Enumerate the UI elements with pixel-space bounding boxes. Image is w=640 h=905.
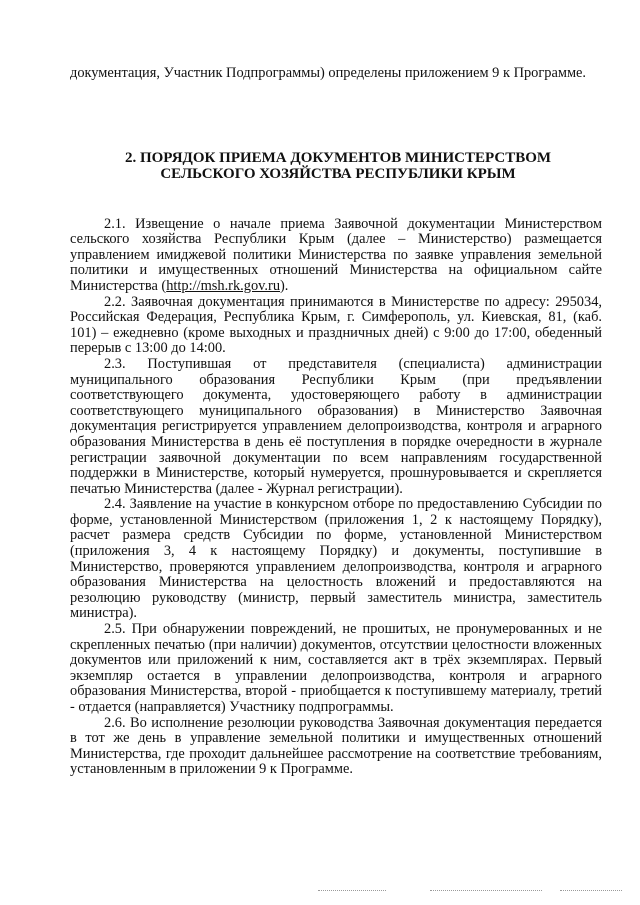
section-heading [70, 150, 602, 183]
document-page [70, 66, 602, 778]
paragraph-2-6: 2.6. Во исполнение резолюции руководства Заявочная документация передается в тот же день в управление земельной политики и имущественных отношений Министерства, где проходит дальнейшее рассмотрение на соответствие требованиям, установленным в приложении 9 к Программе. [70, 714, 602, 778]
paragraph-2-4: 2.4. Заявление на участие в конкурсном отборе по предоставлению Субсидии по форме, установленной Министерством (приложения 1, 2 к настоящему Порядку), расчет размера средств Субсидии по форме, установленной Министерством (приложения 3, 4 к настоящему Порядку) и документы, поступившие в Министерство, проверяются управлением делопроизводства, контроля и аграрного образования Министерства на целостность вложений и предоставляются на резолюцию руководству (министр, первый заместитель министра, заместитель министра). [70, 496, 602, 622]
footer-dotted-rule [430, 890, 542, 891]
intro-paragraph: документация, Участник Подпрограммы) определены приложением 9 к Программе. [70, 65, 587, 81]
paragraph-2-5: 2.5. При обнаружении повреждений, не прошитых, не пронумерованных и не скрепленных печатью (при наличии) документов, отсутствии целостности вложенных документов или приложений к ним, составляется акт в трёх экземплярах. Первый экземпляр остается в управлении делопроизводства, контроля и аграрного образования Министерства, второй - приобщается к поступившему материалу, третий - отдается (направляется) Участнику подпрограммы. [70, 621, 602, 715]
section-heading-line-2: СЕЛЬСКОГО ХОЗЯЙСТВА РЕСПУБЛИКИ КРЫМ [160, 166, 516, 183]
paragraph-2-1-end: ). [280, 277, 289, 294]
paragraph-2-1-text: 2.1. Извещение о начале приема Заявочной документации Министерством сельского хозяйства Республики Крым (далее – Министерство) размещается управлением имиджевой политики Министерства по заявке управления земельной политики и имущественных отношений Министерства на официальном сайте Министерства ( [70, 215, 602, 294]
paragraph-2-1 [70, 217, 602, 295]
section-heading-line-1: 2. ПОРЯДОК ПРИЕМА ДОКУМЕНТОВ МИНИСТЕРСТВОМ [124, 149, 552, 166]
paragraph-2-2: 2.2. Заявочная документация принимаются в Министерстве по адресу: 295034, Российская Федерация, Республика Крым, г. Симферополь, ул. Киевская, 81, (каб. 101) – ежедневно (кроме выходных и праздничных дней) с 9:00 до 17:00, обеденный перерыв с 13:00 до 14:00. [70, 293, 602, 357]
ministry-website-link[interactable]: http://msh.rk.gov.ru [166, 277, 281, 294]
paragraph-2-3: 2.3. Поступившая от представителя (специалиста) администрации муниципального образования Республики Крым (при предъявлении соответствующего документа, удостоверяющего работу в администрации соответствующего муниципального образования) в Министерство Заявочная документация регистрируется управлением делопроизводства, контроля и аграрного образования Министерства в день её поступления в порядке очередности в журнале регистрации заявочной документации по всем направлениям государственной поддержки в Министерстве, который нумеруется, прошнуровывается и скрепляется печатью Министерства (далее - Журнал регистрации). [70, 355, 602, 497]
footer-dotted-rule [560, 890, 622, 891]
footer-dotted-rule [318, 890, 386, 891]
